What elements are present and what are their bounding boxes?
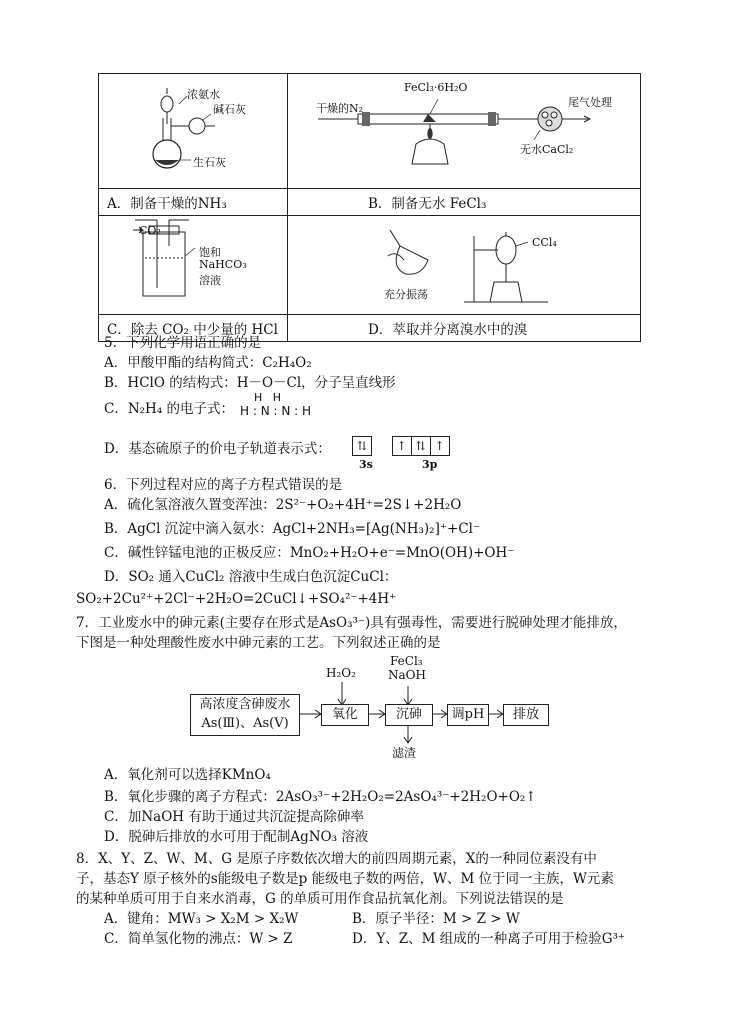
q6-option-b: B．AgCl 沉淀中滴入氨水：AgCl+2NH₃=[Ag(NH₃)₂]⁺+Cl⁻ xyxy=(104,521,481,537)
label-fecl3-hydrate: FeCl₃·6H₂O xyxy=(404,81,468,94)
q7-stem-1: 7．工业废水中的砷元素(主要存在形式是AsO₃³⁻)具有强毒性，需要进行脱砷处理才能排放， xyxy=(76,615,627,631)
flow-source-box xyxy=(190,694,300,736)
q8-option-a: A．键角：MW₃ > X₂M > X₂W xyxy=(104,911,299,927)
q5-stem: 5．下列化学用语正确的是 xyxy=(104,335,262,351)
flow-reagent-naoh: NaOH xyxy=(388,668,426,682)
apparatus-d-figure xyxy=(288,216,640,310)
q8-stem-3: 的某种单质可用于自来水消毒，G 的单质可用作食品抗氧化剂。下列说法错误的是 xyxy=(76,891,564,907)
q6-option-c: C．碱性锌锰电池的正极反应：MnO₂+H₂O+e⁻=MnO(OH)+OH⁻ xyxy=(104,545,515,561)
label-3s: 3s xyxy=(359,458,373,471)
cell-c-figure xyxy=(99,216,288,315)
q8-option-d: D．Y、Z、M 组成的一种离子可用于检验G³⁺ xyxy=(352,931,626,947)
caption-c: C．除去 CO₂ 中少量的 HCl xyxy=(99,315,288,342)
caption-b: B．制备无水 FeCl₃ xyxy=(288,189,641,216)
q5-option-b: B．HClO 的结构式：H－O－Cl，分子呈直线形 xyxy=(104,375,396,391)
q5-option-a: A．甲酸甲酯的结构简式：C₂H₄O₂ xyxy=(104,355,312,371)
flow-step-adjust-ph: 调pH xyxy=(447,704,489,726)
label-3p: 3p xyxy=(422,458,438,471)
label-co2: CO₂ xyxy=(139,224,161,237)
label-shake: 充分振荡 xyxy=(384,288,428,301)
label-conc-ammonia: 浓氨水 xyxy=(187,88,220,101)
label-quicklime: 生石灰 xyxy=(193,156,226,169)
q8-option-c: C．简单氢化物的沸点：W > Z xyxy=(104,931,293,947)
apparatus-c-figure xyxy=(99,216,287,310)
flow-step-discharge: 排放 xyxy=(503,704,549,726)
q6-option-a: A．硫化氢溶液久置变浑浊：2S²⁻+O₂+4H⁺=2S↓+2H₂O xyxy=(104,497,462,513)
q7-option-c: C．加NaOH 有助于通过共沉淀提高除砷率 xyxy=(104,809,364,825)
caption-a: A．制备干燥的NH₃ xyxy=(99,189,288,216)
flow-source-line-2: As(Ⅲ)、As(Ⅴ) xyxy=(201,716,289,731)
q5-option-d: D．基态硫原子的价电子轨道表示式： xyxy=(104,441,331,457)
flow-reagent-fecl3: FeCl₃ xyxy=(390,654,423,668)
q7-option-a: A．氧化剂可以选择KMnO₄ xyxy=(104,767,271,783)
q8-stem-1: 8．X、Y、Z、W、M、G 是原子序数依次增大的前四周期元素，X的一种同位素没有中 xyxy=(76,851,597,867)
cell-d-figure xyxy=(288,216,641,315)
flow-step-precipitate: 沉砷 xyxy=(385,704,433,726)
orbital-3s: ⇅ xyxy=(352,436,372,456)
q6-option-d-equation: SO₂+2Cu²⁺+2Cl⁻+2H₂O=2CuCl↓+SO₄²⁻+4H⁺ xyxy=(76,591,397,607)
apparatus-table xyxy=(98,73,641,342)
cell-b-figure xyxy=(288,74,641,189)
q6-stem: 6．下列过程对应的离子方程式错误的是 xyxy=(104,477,343,493)
orbital-3p-2: ⇅ xyxy=(411,436,431,456)
caption-d: D．萃取并分离溴水中的溴 xyxy=(288,315,641,342)
q7-option-d: D．脱砷后排放的水可用于配制AgNO₃ 溶液 xyxy=(104,829,369,845)
label-soda-lime: 碱石灰 xyxy=(213,103,246,116)
label-nahco3: NaHCO₃ xyxy=(199,258,247,271)
q5-option-c: C．N₂H₄ 的电子式： xyxy=(104,401,235,417)
q6-option-d: D．SO₂ 通入CuCl₂ 溶液中生成白色沉淀CuCl： xyxy=(104,569,398,585)
flow-step-oxidation: 氧化 xyxy=(321,704,369,726)
label-dry-n2: 干燥的N₂ xyxy=(316,102,364,115)
label-ccl4: CCl₄ xyxy=(532,236,557,249)
q5-n2h4-formula: H : N : N : H xyxy=(240,404,312,418)
q7-stem-2: 下图是一种处理酸性废水中砷元素的工艺。下列叙述正确的是 xyxy=(76,635,441,651)
flow-reagent-h2o2: H₂O₂ xyxy=(326,666,356,680)
orbital-3p-1: ↑ xyxy=(392,436,412,456)
q8-stem-2: 子，基态Y 原子核外的s能级电子数是p 能级电子数的两倍，W、M 位于同一主族，W元素 xyxy=(76,871,614,887)
label-saturated: 饱和 xyxy=(199,246,221,259)
flow-source-line-1: 高浓度含砷废水 xyxy=(199,697,291,712)
label-tail-gas: 尾气处理 xyxy=(568,96,612,109)
label-solution: 溶液 xyxy=(199,274,221,287)
flow-residue: 滤渣 xyxy=(392,746,417,760)
q7-option-b: B．氧化步骤的离子方程式：2AsO₃³⁻+2H₂O₂=2AsO₄³⁻+2H₂O+O₂↑ xyxy=(104,789,537,805)
q5-orbital-diagram xyxy=(352,436,449,456)
q8-option-b: B．原子半径：M > Z > W xyxy=(352,911,520,927)
q5-n2h4-top-h: H H xyxy=(254,391,282,404)
label-anhydrous-cacl2: 无水CaCl₂ xyxy=(520,143,574,156)
orbital-3p-3: ↑ xyxy=(430,436,450,456)
cell-a-figure xyxy=(99,74,288,189)
